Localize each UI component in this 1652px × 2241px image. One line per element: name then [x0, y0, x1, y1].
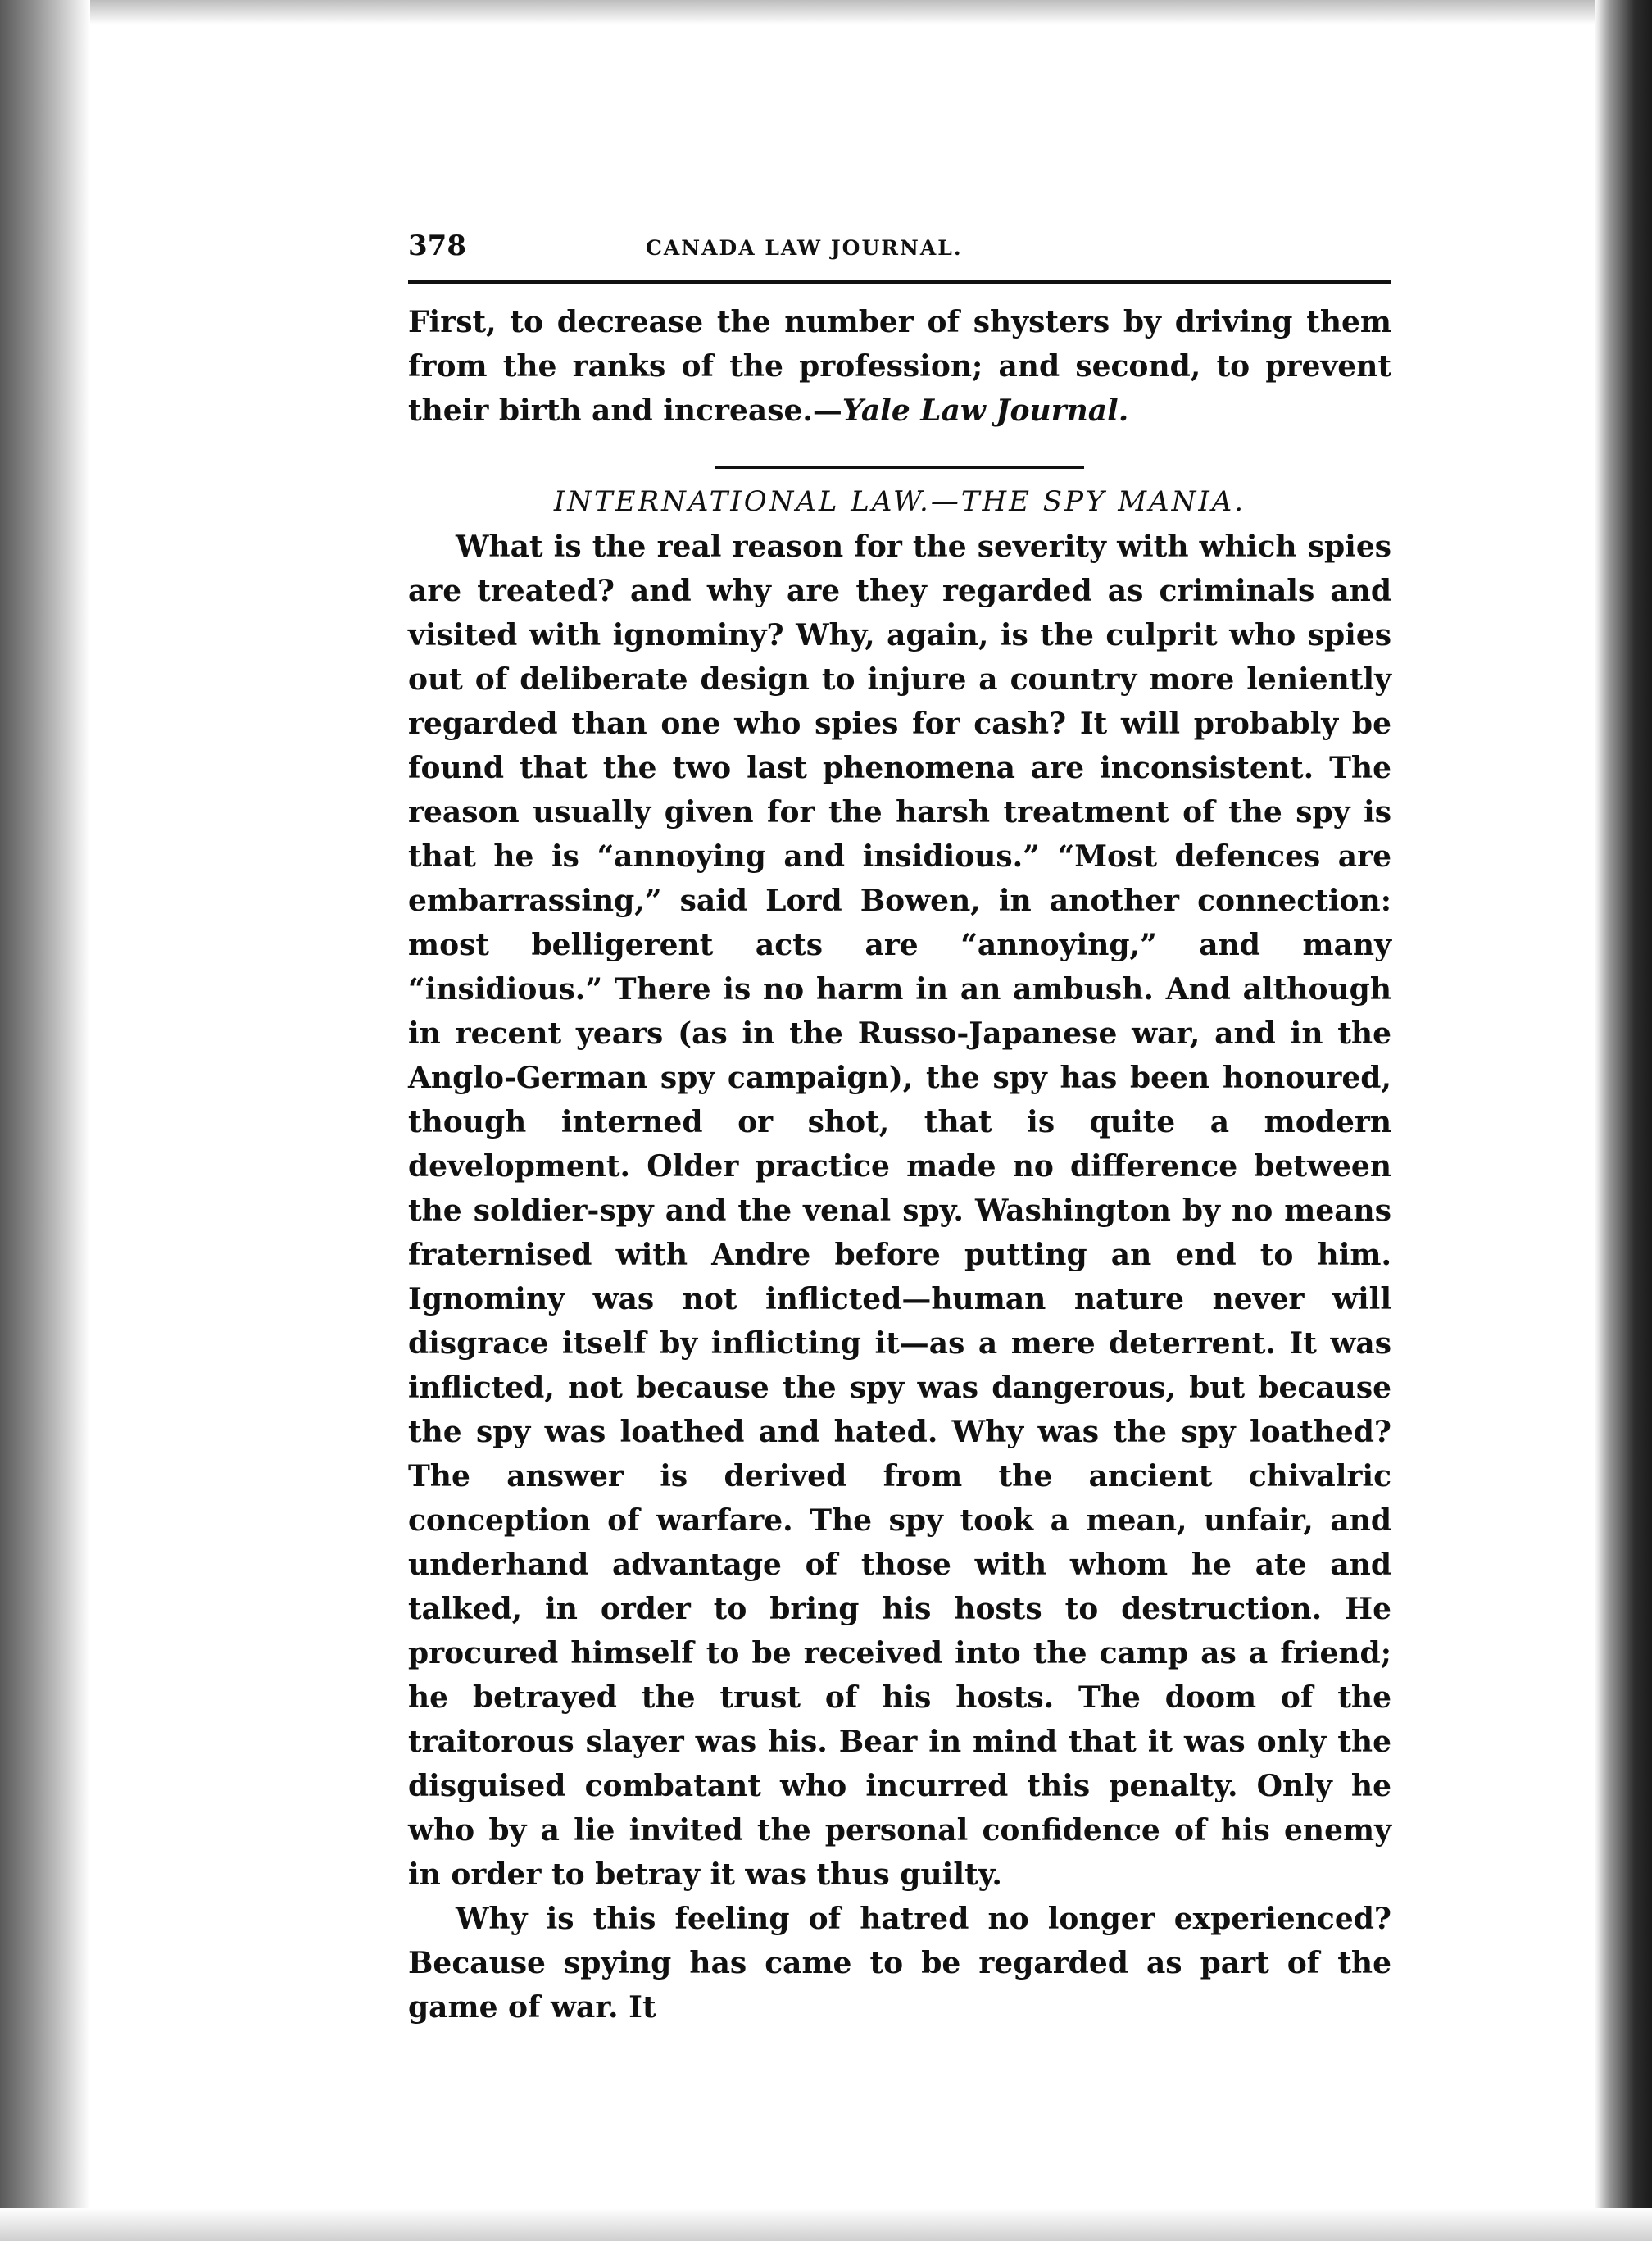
scan-edge-left	[0, 0, 90, 2241]
continuation-text: First, to decrease the number of shysters by driving them from the ranks of the profession; and second, to prevent their birth and increase.—	[408, 305, 1391, 428]
running-title: CANADA LAW JOURNAL.	[646, 236, 963, 260]
source-citation: Yale Law Journal.	[842, 393, 1129, 428]
page-number: 378	[408, 230, 466, 262]
section-divider	[715, 466, 1084, 469]
journal-page	[408, 230, 1391, 2030]
scan-edge-right	[1595, 0, 1652, 2241]
continuation-paragraph	[408, 300, 1391, 433]
page-header	[408, 230, 1391, 284]
article-paragraph-2: Why is this feeling of hatred no longer experienced? Because spying has came to be regarded as part of the game of war. It	[408, 1902, 1391, 2025]
article-paragraph-1: What is the real reason for the severity with which spies are treated? and why are they regarded as criminals and visited with ignominy? Why, again, is the culprit who spies out of deliberate design to injure a country more leniently regarded than one who spies for cash? It will probably be found that the two last phenomena are inconsistent. The reason usually given for the harsh treatment of the spy is that he is “annoying and insidious.” “Most defences are embarrassing,” said Lord Bowen, in another connection: most belligerent acts are “annoying,” and many “insidious.” There is no harm in an ambush. And although in recent years (as in the Russo-Japanese war, and in the Anglo-German spy campaign), the spy has been honoured, though interned or shot, that is quite a modern development. Older practice made no difference between the soldier-spy and the venal spy. Washington by no means fraternised with Andre before putting an end to him. Ignominy was not inflicted—human nature never will disgrace itself by inflicting it—as a mere deterrent. It was inflicted, not because the spy was dangerous, but because the spy was loathed and hated. Why was the spy loathed? The answer is derived from the ancient chivalric conception of warfare. The spy took a mean, unfair, and underhand advantage of those with whom he ate and talked, in order to bring his hosts to destruction. He procured himself to be received into the camp as a friend; he betrayed the trust of his hosts. The doom of the traitorous slayer was his. Bear in mind that it was only the disguised combatant who incurred this penalty. Only he who by a lie invited the personal confidence of his enemy in order to betray it was thus guilty.	[408, 530, 1391, 1892]
scan-edge-bottom	[0, 2208, 1652, 2241]
scan-edge-top	[0, 0, 1652, 25]
article-title: INTERNATIONAL LAW.—THE SPY MANIA.	[553, 485, 1246, 518]
